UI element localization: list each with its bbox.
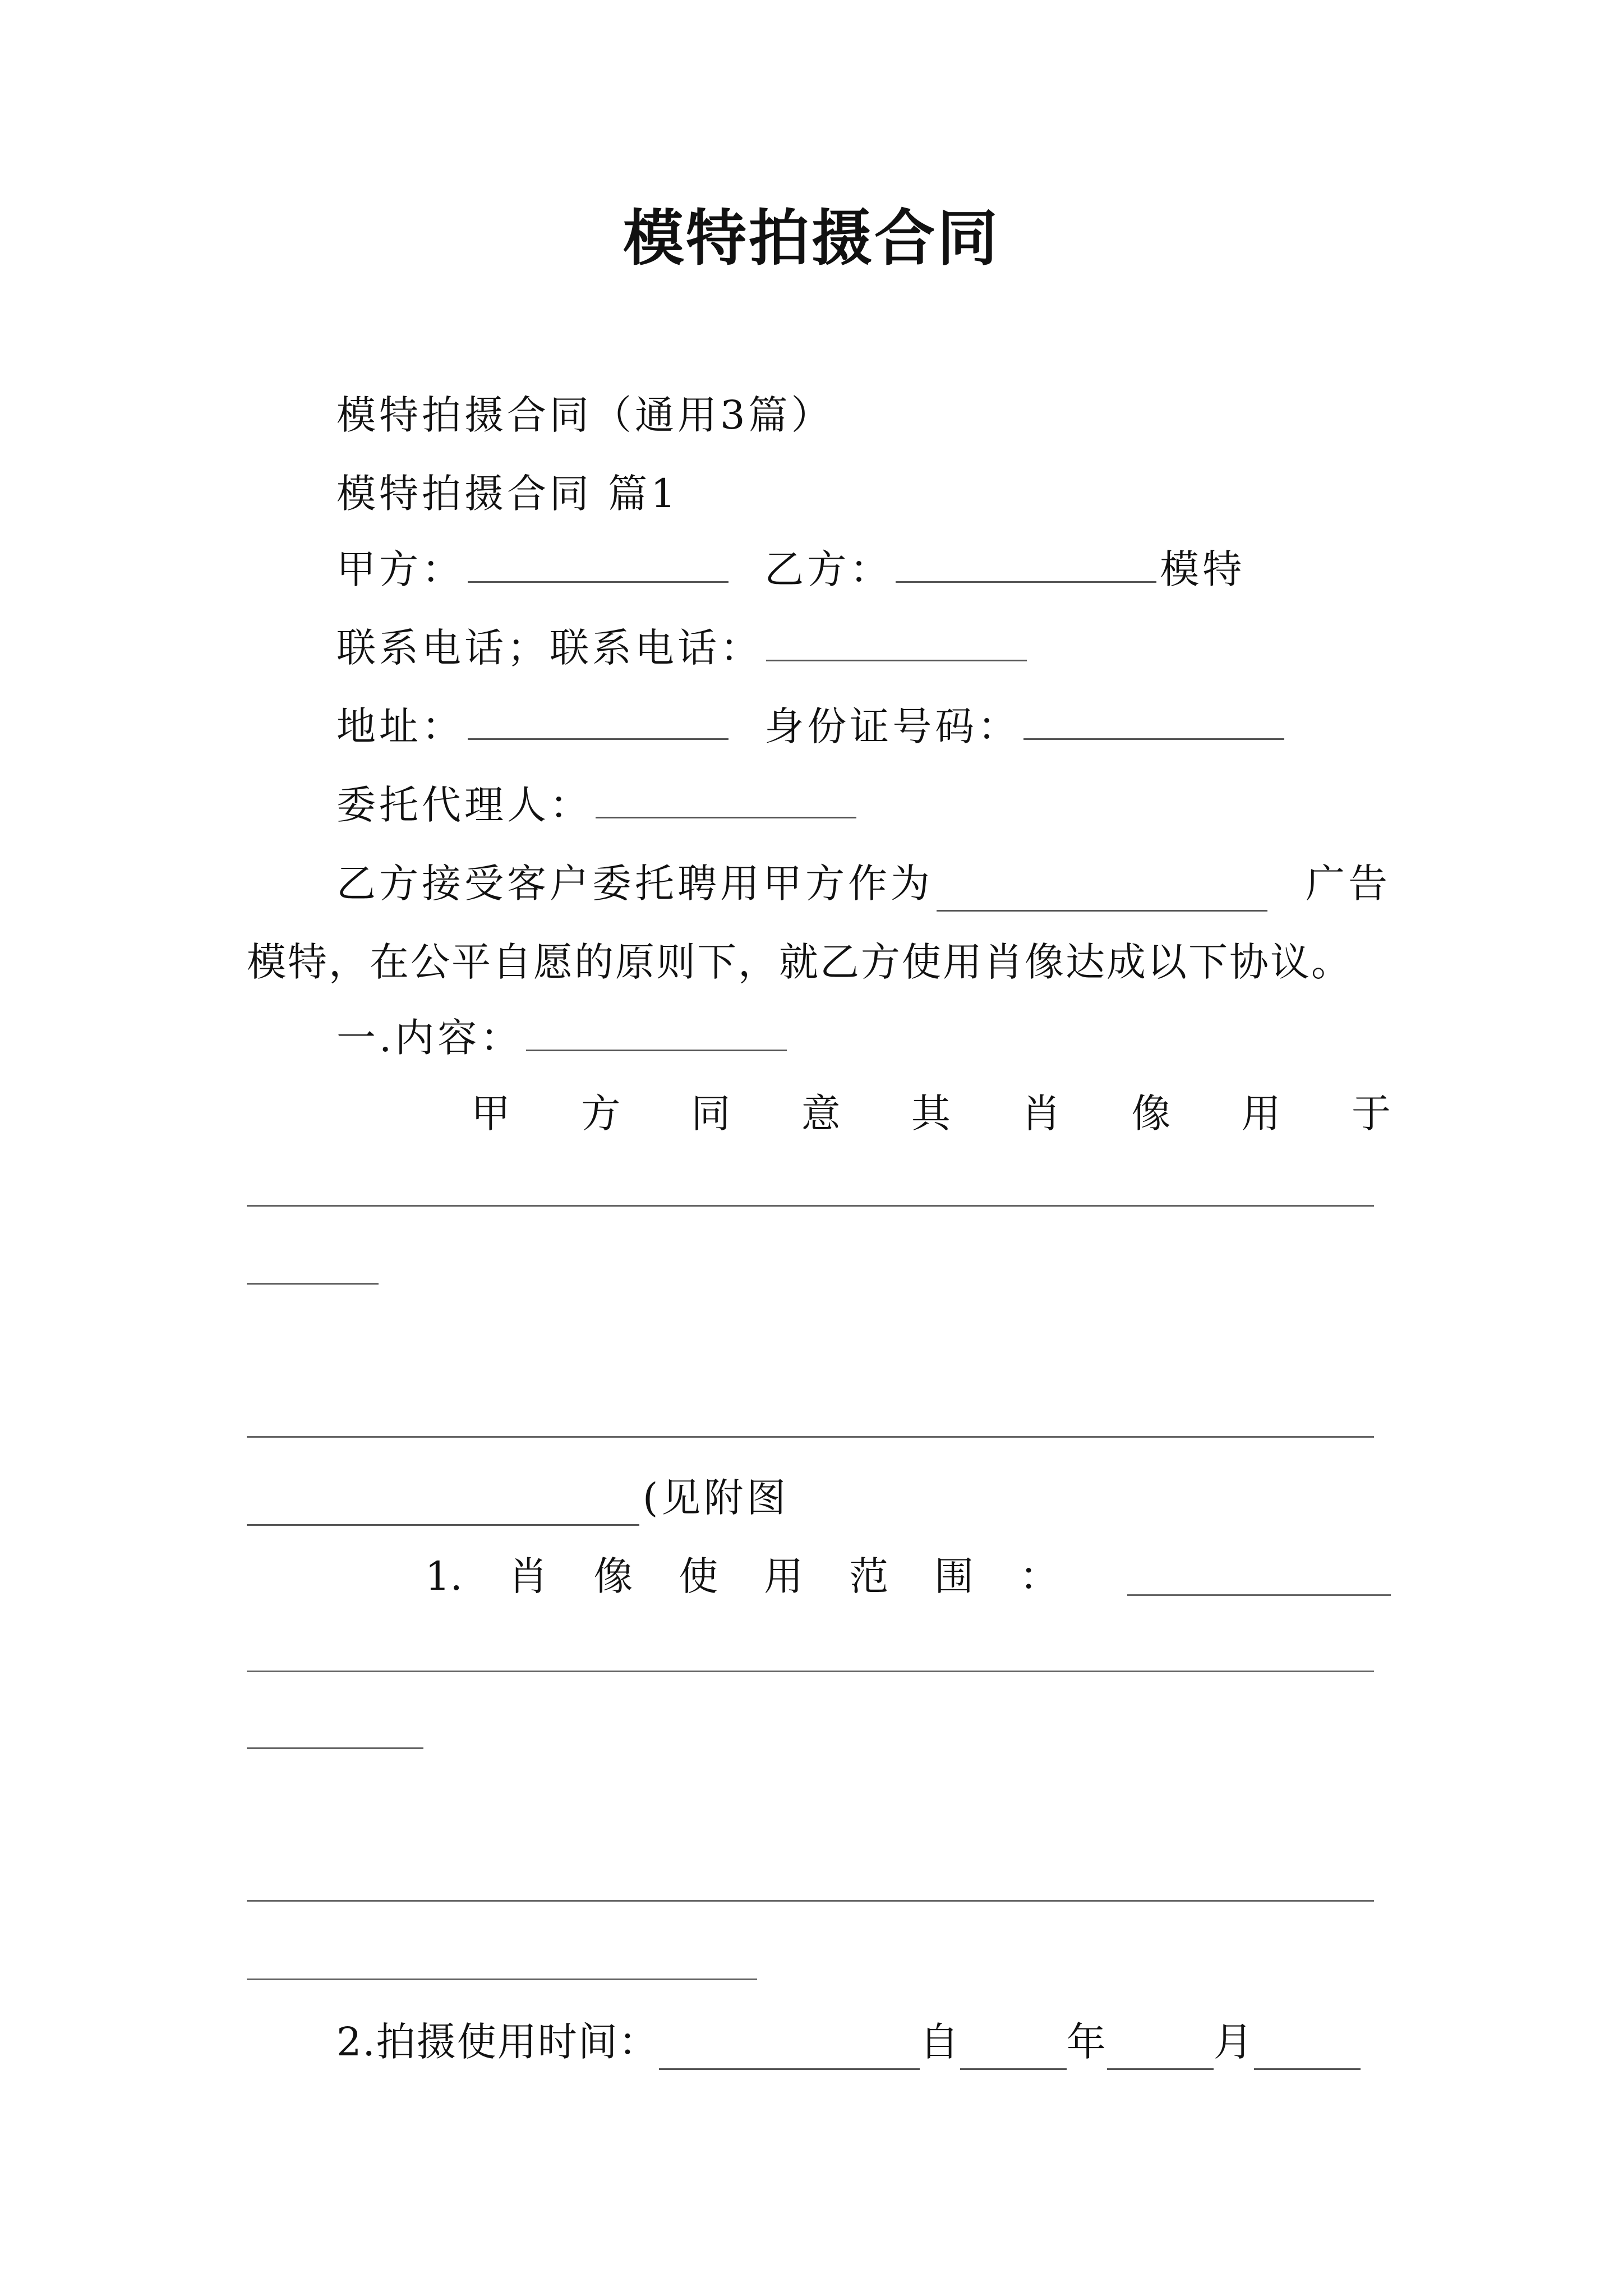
shoot-time-line: [336, 2014, 1361, 2070]
attachment-line: [247, 1470, 789, 1526]
para1-start: 乙方接受客户委托聘用甲方作为: [336, 861, 933, 907]
consent-char: 意: [801, 1091, 841, 1137]
usage-scope-char: ：: [1019, 1553, 1059, 1599]
party-b-suffix: 模特: [1160, 546, 1246, 592]
usage-scope-line: [425, 1548, 1059, 1604]
usage-blank-rule[interactable]: [247, 1436, 1374, 1438]
agent-label: 委托代理人：: [336, 782, 592, 828]
party-a-blank[interactable]: [468, 549, 728, 583]
para1-line2: 模特，在公平自愿的原则下，就乙方使用肖像达成以下协议。: [247, 939, 1352, 985]
address-line: [336, 698, 1288, 754]
year-label: 年: [1066, 2019, 1107, 2065]
address-label: 地址：: [336, 703, 464, 749]
phone-blank[interactable]: [766, 627, 1027, 661]
consent-char: 同: [691, 1091, 731, 1137]
party-a-label: 甲方：: [336, 546, 464, 592]
usage-scope-char: 肖: [508, 1553, 548, 1599]
consent-char: 像: [1131, 1091, 1171, 1137]
consent-char: 方: [581, 1091, 621, 1137]
from-month-blank[interactable]: [1107, 2036, 1214, 2070]
document-subtitle: 模特拍摄合同（通用3篇）: [336, 392, 834, 438]
usage-scope-char: 1.: [425, 1553, 463, 1599]
from-year-blank[interactable]: [960, 2036, 1067, 2070]
para1-line1: [336, 855, 1391, 912]
party-line: [336, 541, 1245, 597]
consent-char: 肖: [1021, 1091, 1061, 1137]
agent-blank[interactable]: [596, 784, 856, 818]
phone-label: 联系电话；联系电话：: [336, 625, 763, 671]
usage-scope-char: 用: [764, 1553, 804, 1599]
para1-end: 广告: [1306, 861, 1391, 907]
party-b-blank[interactable]: [896, 549, 1156, 583]
from-label: 自: [919, 2019, 960, 2065]
usage-scope-rule[interactable]: [247, 1747, 423, 1749]
consent-char: 甲: [471, 1091, 510, 1137]
usage-scope-char: 围: [934, 1553, 974, 1599]
document-title: 模特拍摄合同: [623, 203, 1000, 274]
consent-char: 于: [1352, 1091, 1391, 1137]
shoot-time-blank[interactable]: [659, 2036, 920, 2070]
from-day-blank[interactable]: [1254, 2036, 1361, 2070]
consent-char: 用: [1241, 1091, 1281, 1137]
shoot-time-label: 2.拍摄使用时间：: [336, 2019, 659, 2065]
usage-scope-char: 范: [849, 1553, 889, 1599]
usage-blank-rule[interactable]: [247, 1205, 1374, 1207]
party-b-label: 乙方：: [764, 546, 893, 592]
content-label: 一.内容：: [336, 1015, 523, 1061]
usage-scope-rule[interactable]: [247, 1978, 757, 1980]
id-blank[interactable]: [1023, 706, 1284, 740]
usage-scope-rule[interactable]: [247, 1900, 1374, 1902]
see-attachment: (见附图: [643, 1475, 790, 1521]
content-line: [336, 1010, 790, 1066]
agent-line: [336, 777, 860, 833]
month-label: 月: [1213, 2019, 1254, 2065]
section-heading: 模特拍摄合同 篇1: [336, 471, 679, 517]
content-blank[interactable]: [526, 1017, 787, 1051]
model-type-blank[interactable]: [937, 877, 1267, 912]
usage-blank-rule[interactable]: [247, 1283, 379, 1285]
usage-scope-char: 使: [679, 1553, 718, 1599]
id-label: 身份证号码：: [764, 703, 1021, 749]
address-blank[interactable]: [468, 706, 728, 740]
usage-scope-char: 像: [593, 1553, 633, 1599]
phone-line: [336, 620, 1030, 676]
usage-scope-blank[interactable]: [1127, 1594, 1391, 1596]
consent-line: [471, 1085, 1391, 1142]
consent-char: 其: [911, 1091, 951, 1137]
attachment-blank[interactable]: [247, 1492, 639, 1526]
usage-scope-rule[interactable]: [247, 1671, 1374, 1672]
